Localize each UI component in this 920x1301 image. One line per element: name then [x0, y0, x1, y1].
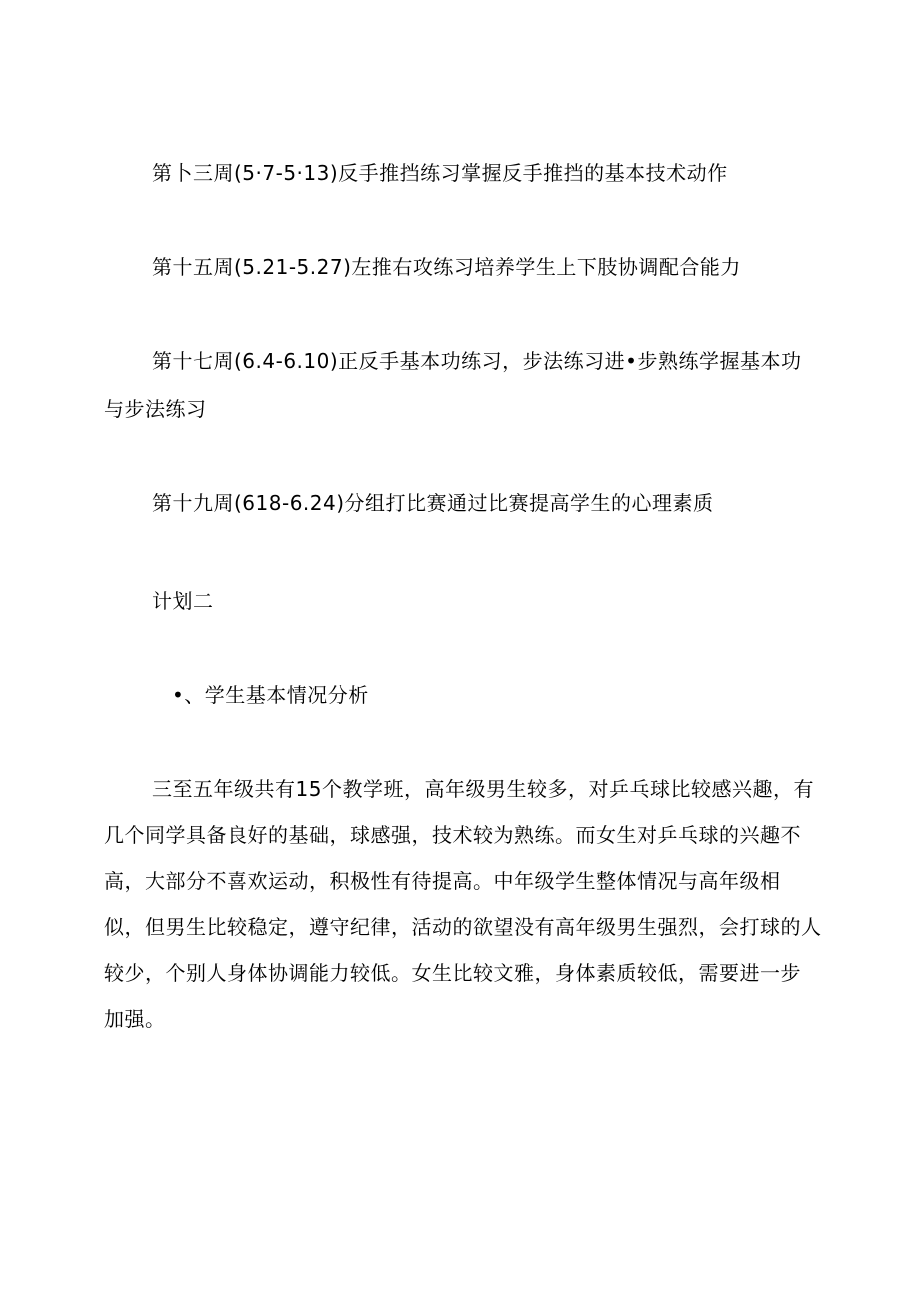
schedule-week-19: 第十九周(618-6.24)分组打比赛通过比赛提高学生的心理素质	[152, 491, 714, 515]
schedule-week-15: 第十五周(5.21-5.27)左推右攻练习培养学生上下肢协调配合能力	[152, 255, 741, 279]
paragraph-line: 三至五年级共有15个教学班，高年级男生较多，对乒乓球比较感兴趣，有	[152, 777, 814, 801]
paragraph-line: 似，但男生比较稳定，遵守纪律，活动的欲望没有高年级男生强烈，会打球的人	[104, 915, 822, 939]
analysis-paragraph	[104, 766, 824, 1042]
schedule-week-17-line-1: 第十七周(6.4-6.10)正反手基本功练习，步法练习进•步熟练学握基本功	[152, 349, 802, 373]
plan-title: 计划二	[152, 589, 214, 613]
schedule-week-17-line-2: 与步法练习	[104, 397, 207, 421]
paragraph-line: 较少，个别人身体协调能力较低。女生比较文雅，身体素质较低，需要进一步	[104, 961, 801, 985]
paragraph-line: 几个同学具备良好的基础，球感强，技术较为熟练。而女生对乒乓球的兴趣不	[104, 823, 801, 847]
paragraph-line: 加强。	[104, 1007, 166, 1031]
schedule-week-13: 第卜三周(5·7-5·13)反手推挡练习掌握反手推挡的基本技术动作	[152, 161, 728, 185]
section-heading: •、学生基本情况分析	[172, 683, 369, 707]
paragraph-line: 高，大部分不喜欢运动，积极性有待提高。中年级学生整体情况与高年级相	[104, 869, 781, 893]
